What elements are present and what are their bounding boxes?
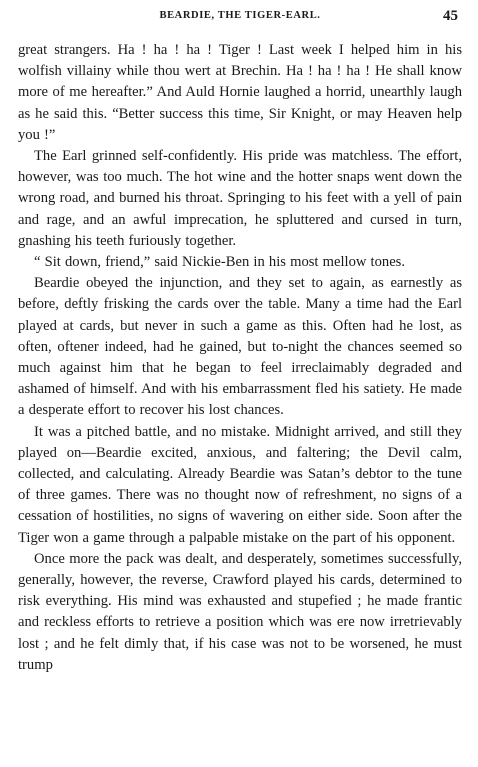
paragraph-continued: great strangers. Ha ! ha ! ha ! Tiger ! Last week I helped him in his wolfish villainy while thou wert at Brechin. Ha ! ha ! ha ! He shall know more of me hereafter.” And Auld Hornie laughed a horrid, unearthly laugh as he said this. “Better success this time, Sir Knight, or may Heaven help you !” [18, 42, 462, 143]
body-text [18, 40, 462, 676]
paragraph: Beardie obeyed the injunction, and they set to again, as earnestly as before, deftly frisking the cards over the table. Many a time had the Earl played at cards, but never in such a game as this. Often had he lost, as often, oftener indeed, had he gained, but to-night the chances seemed so much against him that he began to feel irreclaimably degraded and ashamed of himself. And with his embarrassment fled his satiety. He made a desperate effort to recover his lost chances. [18, 275, 462, 419]
paragraph: “ Sit down, friend,” said Nickie-Ben in his most mellow tones. [34, 254, 406, 271]
running-title: BEARDIE, THE TIGER-EARL. [159, 10, 321, 21]
paragraph: The Earl grinned self-confidently. His pride was matchless. The effort, however, was too much. The hot wine and the hotter snaps went down the wrong road, and burned his throat. Springing to his feet with a yell of pain and rage, and an awful imprecation, he spluttered and cursed in turn, gnashing his teeth furiously together. [18, 148, 462, 249]
paragraph: Once more the pack was dealt, and desperately, sometimes successfully, generally, however, the reverse, Crawford played his cards, determined to risk everything. His mind was exhausted and stupefied ; he made frantic and reckless efforts to retrieve a position which was ere now irretrievably lost ; and he felt dimly that, if his case was not to be worsened, he must trump [18, 550, 462, 673]
paragraph: It was a pitched battle, and no mistake. Midnight arrived, and still they played on—Beardie excited, anxious, and faltering; the Devil calm, collected, and calculating. Already Beardie was Satan’s debtor to the tune of three games. There was no thought now of refreshment, no signs of a cessation of hostilities, no signs of wavering on either side. Soon after the Tiger won a game through a palpable mistake on the part of his opponent. [18, 423, 462, 546]
book-page [18, 8, 462, 676]
running-head [18, 8, 462, 30]
page-number: 45 [443, 8, 458, 24]
